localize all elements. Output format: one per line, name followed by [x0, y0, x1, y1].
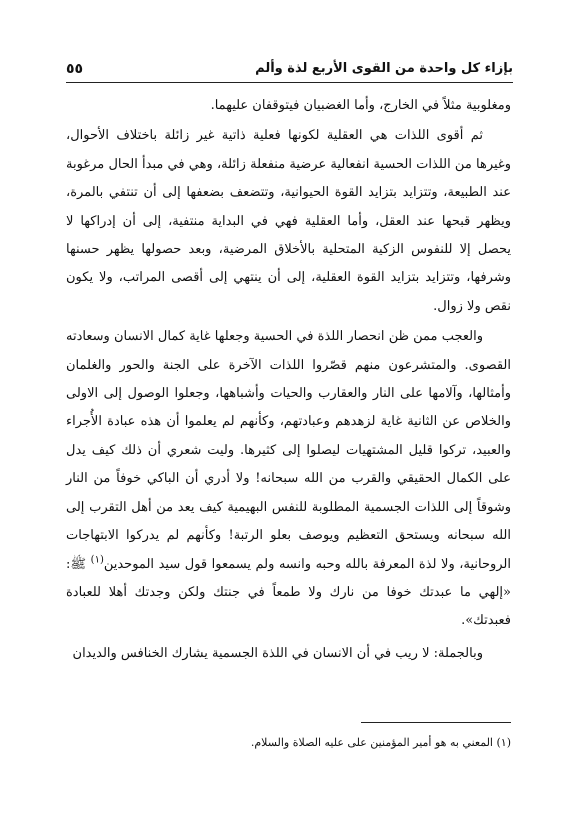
paragraph-1: ومغلوبية مثلاً في الخارج، وأما الغضبيان فيتوقفان عليهما.: [210, 98, 511, 113]
quote-lead: الموحدين: [103, 556, 155, 572]
paragraph-2: ثم أقوى اللذات هي العقلية لكونها فعلية ذاتية غير زائلة باختلاف الأحوال، وغيرها من اللذات الحسية انفعالية عرضية منفعلة زائلة، وهي في مبدأ الحال مرغوبة عند الطبيعة، وتتزايد بتزايد القوة الحيوانية، وتتضعف بضعفها إلى أن تنتفي بالمرة، ويظهر قبحها عند العقل، وأما العقلية فهي في البداية منتفية، إلى أن إدراكها لا يحصل إلا للنفوس الزكية المتحلية بالأخلاق المرضية، وبعد حصولها يظهر حسنها وشرفها، وتتزايد بتزايد القوة العقلية، إلى أن ينتهي إلى أقصى المراتب، ولا يكون نقص ولا زوال.: [66, 128, 511, 314]
footnote-marker[interactable]: (١): [90, 554, 104, 566]
paragraph-4: وبالجملة: لا ريب في أن الانسان في اللذة الجسمية يشارك الخنافس والديدان: [72, 645, 483, 661]
page-header: [66, 56, 513, 78]
footnote: (١) المعني به هو أمير المؤمنين على عليه الصلاة والسلام.: [250, 736, 511, 749]
main-text: [66, 92, 511, 670]
blessing-glyph: ﷺ: [70, 556, 87, 572]
paragraph-3-text: والعجب ممن ظن انحصار اللذة في الحسية وجعلها غاية كمال الانسان وسعادته القصوى. والمتشرعون منهم قصّروا اللذات الآخرة على الجنة والحور والغلمان وأمثالها، وآلامها على النار والعقارب والحيات وأشباهها، وجعلوا الوصول إلى الاولى والخلاص عن الثانية غاية لزهدهم وعبادتهم، وكأنهم لم يعلموا أن هذه عبادة الأُجراء والعبيد، تركوا قليل المشتهيات ليصلوا إلى كثيرها. وليت شعري أن ذلك كيف يدل على الكمال الحقيقي والقرب من الله سبحانه! ولا أدري أن الباكي خوفاً من النار وشوقاً إلى اللذات الجسمية المطلوبة للنفس البهيمية كيف يعد من أهل التقرب إلى الله سبحانه ويستحق التعظيم ويوصف بعلو الرتبة! وكأنهم لم يدركوا الابتهاجات الروحانية، ولا لذة المعرفة بالله وحبه وانسه ولم يسمعوا قول سيد: [66, 329, 511, 572]
footnote-divider: [361, 722, 511, 723]
quote-text: : «إلهي ما عبدتك خوفا من نارك ولا طمعاً في جنتك ولكن وجدتك أهلا للعبادة فعبدتك».: [66, 556, 511, 629]
header-divider: [66, 82, 513, 83]
page-number: ٥٥: [66, 61, 84, 77]
running-header-title: بإزاء كل واحدة من القوى الأربع لذة وألم: [255, 61, 513, 76]
paragraph-3: [66, 323, 511, 635]
